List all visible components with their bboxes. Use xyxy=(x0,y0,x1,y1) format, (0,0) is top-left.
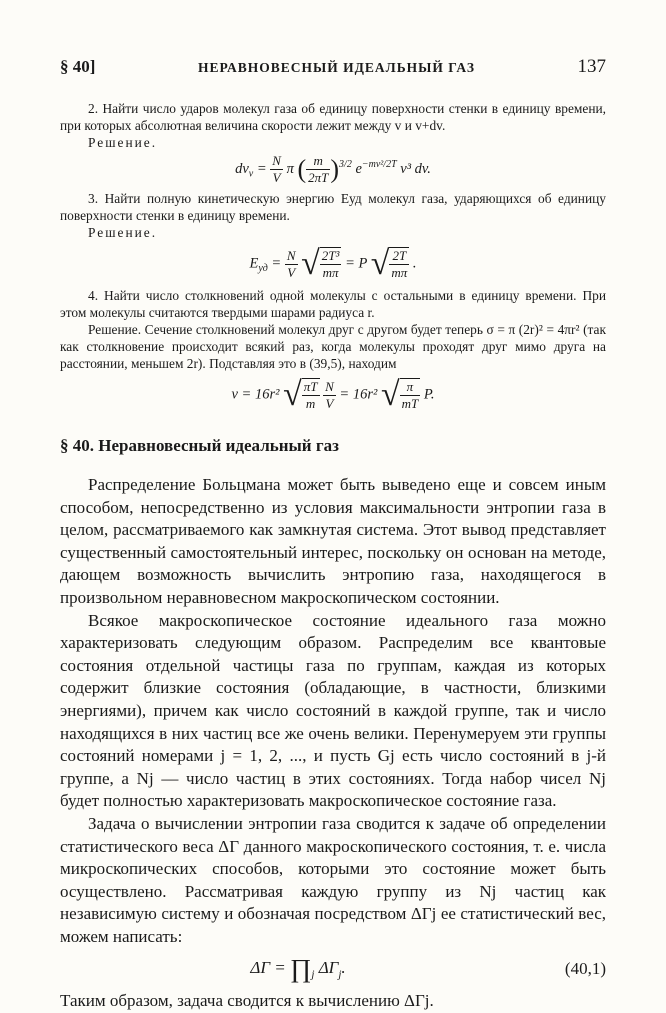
final-text: Таким образом, задача сводится к вычислению ΔΓj. xyxy=(60,991,434,1011)
equation-body: $\Delta\Gamma = \prod_j$ $\Delta\Gamma_j$. xyxy=(250,954,346,984)
page-number: 137 xyxy=(577,56,606,77)
formula-energy: $E_{уд}$ = $\frac{N}{V}$ √ $\frac{\text{2T³}}{m\pi}$ = P √ $\frac{2T}{m\pi}$ . xyxy=(249,245,417,282)
header-title: НЕРАВНОВЕСНЫЙ ИДЕАЛЬНЫЙ ГАЗ xyxy=(197,60,475,75)
equation-40-1 xyxy=(60,954,606,984)
problem-4-solution-text: Решение. Сечение столкновений молекул друг с другом будет теперь σ = π (2r)² = 4πr² (так как столкновение происходит всякий раз, когда молекулы проходят друг мимо друга на расстоянии, меньшем 2r). Подставляя это в (39,5), находим xyxy=(60,322,606,371)
paragraph-3: Задача о вычислении энтропии газа сводится к задаче об определении статистического веса ΔΓ данного макроскопического состояния, т. е. числа микроскопических способов, которыми это состояние может быть осуществлено. Рассматривая каждую группу из Nj частиц как независимую систему и обозначая посредством ΔΓj ее статистический вес, можем написать: xyxy=(60,813,606,946)
problem-3-text: 3. Найти полную кинетическую энергию Eуд молекул газа, ударяющихся об единицу поверхности стенки в единицу времени. xyxy=(60,191,606,223)
problem-4-text: 4. Найти число столкновений одной молекулы с остальными в единицу времени. При этом молекулы считаются твердыми шарами радиуса r. xyxy=(60,288,606,320)
formula-dnu: $d\nu_v$ = $\frac{N}{V}$ π ( $\frac{m}{2\pi T}$ )$^{3/2}$ $e^{-mv^2/2T}$ v³ dv. xyxy=(235,153,431,185)
equation-number: (40,1) xyxy=(564,959,606,979)
paragraph-1: Распределение Больцмана может быть выведено еще и совсем иным способом, непосредственно из условия максимальности энтропии газа в целом, рассматриваемого как замкнутая система. Этот вывод представляет существенный самостоятельный интерес, поскольку он основан на методе, дающем возможность вычислить энтропию газа, находящегося в произвольном неравновесном макроскопическом состоянии. xyxy=(60,475,606,607)
formula-collisions: ν = 16r² √ $\frac{\pi T}{m}$ $\frac{N}{V}$ = 16r² √ $\frac{\pi}{mT}$ P. xyxy=(231,376,435,413)
problem-3-solution-label: Решение. xyxy=(88,225,158,240)
running-header xyxy=(60,56,606,78)
problem-2-solution-label: Решение. xyxy=(88,135,158,150)
problem-2-text: 2. Найти число ударов молекул газа об единицу поверхности стенки в единицу времени, при которых абсолютная величина скорости лежит между v и v+dv. xyxy=(60,101,606,133)
section-heading: § 40. Неравновесный идеальный газ xyxy=(60,436,339,455)
paragraph-2: Всякое макроскопическое состояние идеального газа можно характеризовать следующим образом. Распределим все квантовые состояния отдельной частицы газа по группам, каждая из которых содержит близкие состояния (обладающие, в частности, близкими энергиями), причем как число состояний в каждой группе, так и число находящихся в них частиц все же очень велики. Перенумеруем эти группы состояний номерами j = 1, 2, ..., и пусть Gj есть число состояний в j-й группе, а Nj — число частиц в этих состояниях. Тогда набор чисел Nj будет полностью характеризовать макроскопическое состояние газа. xyxy=(60,610,606,811)
page xyxy=(60,56,606,1013)
header-section: § 40] xyxy=(60,57,96,76)
